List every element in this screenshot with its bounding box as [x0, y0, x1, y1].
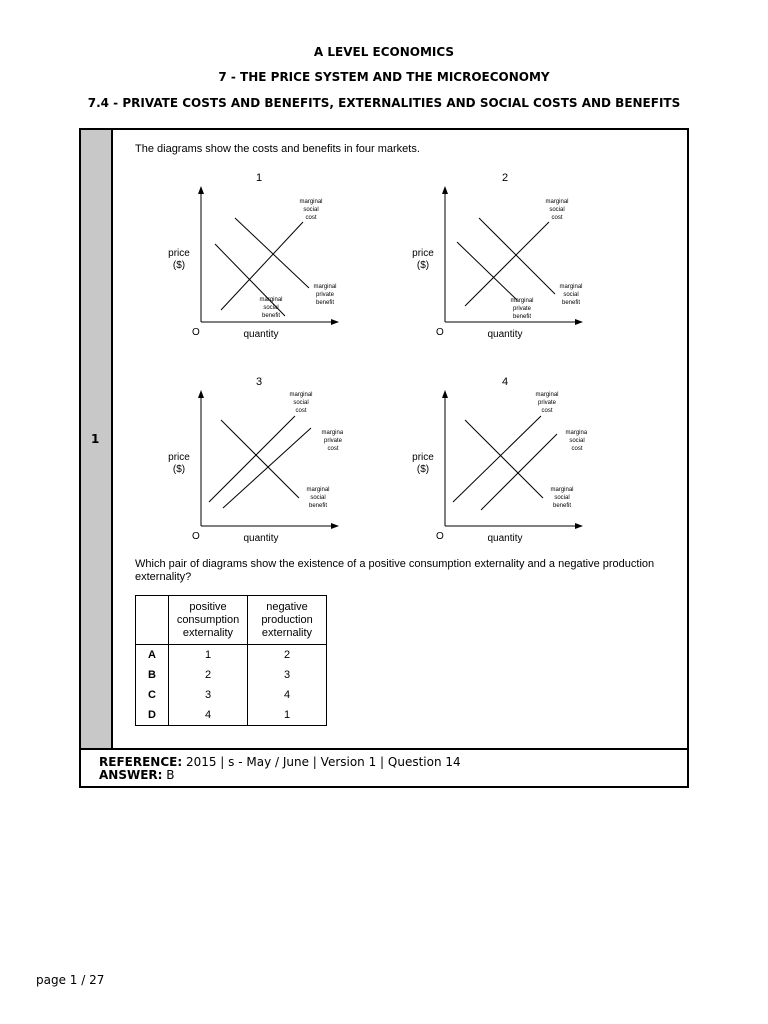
- x-axis-label: quantity: [243, 533, 279, 544]
- y-axis-label: price: [412, 248, 434, 259]
- curve-label-line: marginal: [289, 392, 313, 398]
- table-corner-cell: [136, 596, 169, 645]
- curve-label-line: benefit: [261, 313, 281, 319]
- curve-label-line: cost: [551, 215, 563, 221]
- topic-title: 7.4 - PRIVATE COSTS AND BENEFITS, EXTERNALITIES AND SOCIAL COSTS AND BENEFITS: [87, 96, 681, 110]
- subject-title: A LEVEL ECONOMICS: [313, 45, 455, 59]
- curve-label-line: cost: [305, 215, 317, 221]
- curve-label-line: marginal: [510, 298, 534, 304]
- positive-value: 4: [169, 705, 248, 726]
- answer-value: B: [166, 768, 175, 782]
- table-row: [136, 665, 327, 685]
- diagram-4: [407, 370, 587, 560]
- column-header-positive: positive consumption externality: [169, 596, 248, 645]
- curve-label-line: social: [263, 305, 279, 311]
- origin-label: O: [436, 531, 444, 542]
- curve-label-line: marginal: [565, 430, 587, 436]
- negative-value: 2: [248, 645, 327, 666]
- y-axis-unit: ($): [416, 260, 430, 271]
- curve-marginal-social-cost: [481, 434, 557, 510]
- question-number-column: [81, 130, 113, 748]
- curve-label-line: marginal: [321, 430, 343, 436]
- curve-marginal-social-benefit: [221, 420, 299, 498]
- reference-line: [99, 756, 687, 769]
- negative-value: 4: [248, 685, 327, 705]
- diagram-3: [163, 370, 343, 560]
- curve-label-line: marginal: [259, 297, 283, 303]
- curve-label-line: social: [310, 495, 326, 501]
- curve-label-line: private: [315, 292, 335, 298]
- positive-value: 1: [169, 645, 248, 666]
- curve-label-line: social: [569, 438, 585, 444]
- negative-value: 3: [248, 665, 327, 685]
- curve-label-line: social: [554, 495, 570, 501]
- curve-label-line: marginal: [299, 199, 323, 205]
- page-number: page 1 / 27: [36, 973, 105, 987]
- origin-label: O: [192, 327, 200, 338]
- curve-marginal-private-benefit: [457, 242, 517, 300]
- curve-label-line: cost: [327, 446, 339, 452]
- y-axis-label: price: [168, 452, 190, 463]
- unit-title: 7 - THE PRICE SYSTEM AND THE MICROECONOMY: [218, 70, 550, 84]
- y-axis-unit: ($): [172, 464, 186, 475]
- diagram-title: 4: [501, 376, 509, 388]
- curve-label-line: cost: [295, 408, 307, 414]
- diagram-1: [163, 166, 343, 356]
- curve-marginal-private-cost: [223, 428, 311, 508]
- x-axis-label: quantity: [487, 533, 523, 544]
- diagram-title: 2: [501, 172, 509, 184]
- option-letter: D: [136, 705, 169, 726]
- curve-label-line: private: [323, 438, 343, 444]
- curve-marginal-social-benefit: [479, 218, 555, 294]
- diagram-2: [407, 166, 587, 356]
- table-row: [136, 685, 327, 705]
- curve-marginal-social-cost: [209, 416, 295, 502]
- negative-value: 1: [248, 705, 327, 726]
- option-letter: B: [136, 665, 169, 685]
- reference-box: [79, 748, 689, 788]
- column-header-negative: negative production externality: [248, 596, 327, 645]
- answer-label: ANSWER:: [99, 768, 163, 782]
- answer-line: [99, 769, 687, 782]
- curve-label-line: benefit: [512, 314, 532, 320]
- reference-value: 2015 | s - May / June | Version 1 | Question 14: [185, 755, 461, 769]
- curve-label-line: benefit: [561, 300, 581, 306]
- answer-options-table: [135, 595, 327, 726]
- question-intro: The diagrams show the costs and benefits in four markets.: [135, 143, 420, 155]
- x-axis-label: quantity: [243, 329, 279, 340]
- diagram-title: 3: [255, 376, 263, 388]
- curve-label-line: benefit: [315, 300, 335, 306]
- diagram-title: 1: [255, 172, 263, 184]
- y-axis-unit: ($): [416, 464, 430, 475]
- positive-value: 3: [169, 685, 248, 705]
- option-letter: C: [136, 685, 169, 705]
- curve-label-line: benefit: [552, 503, 572, 509]
- positive-value: 2: [169, 665, 248, 685]
- option-letter: A: [136, 645, 169, 666]
- origin-label: O: [436, 327, 444, 338]
- y-axis-label: price: [168, 248, 190, 259]
- curve-label-line: marginal: [545, 199, 569, 205]
- curve-label-line: private: [537, 400, 557, 406]
- curve-marginal-private-benefit: [235, 218, 309, 288]
- table-row: [136, 645, 327, 666]
- curve-label-line: benefit: [308, 503, 328, 509]
- table-row: [136, 705, 327, 726]
- curve-label-line: cost: [541, 408, 553, 414]
- curve-marginal-private-cost: [453, 416, 541, 502]
- curve-label-line: marginal: [559, 284, 583, 290]
- question-box: [79, 128, 689, 750]
- curve-label-line: marginal: [313, 284, 337, 290]
- curve-label-line: private: [512, 306, 532, 312]
- table-header-row: [136, 596, 327, 645]
- y-axis-unit: ($): [172, 260, 186, 271]
- curve-label-line: social: [549, 207, 565, 213]
- reference-label: REFERENCE:: [99, 755, 183, 769]
- question-content: [113, 130, 687, 748]
- curve-marginal-social-cost: [465, 222, 549, 306]
- curve-label-line: marginal: [306, 487, 330, 493]
- y-axis-label: price: [412, 452, 434, 463]
- x-axis-label: quantity: [487, 329, 523, 340]
- curve-label-line: cost: [571, 446, 583, 452]
- curve-label-line: marginal: [535, 392, 559, 398]
- curve-label-line: social: [303, 207, 319, 213]
- question-number: 1: [91, 432, 100, 446]
- curve-label-line: marginal: [550, 487, 574, 493]
- curve-label-line: social: [293, 400, 309, 406]
- origin-label: O: [192, 531, 200, 542]
- question-prompt: Which pair of diagrams show the existence of a positive consumption externality and a negative production externality?: [135, 558, 655, 583]
- curve-label-line: social: [563, 292, 579, 298]
